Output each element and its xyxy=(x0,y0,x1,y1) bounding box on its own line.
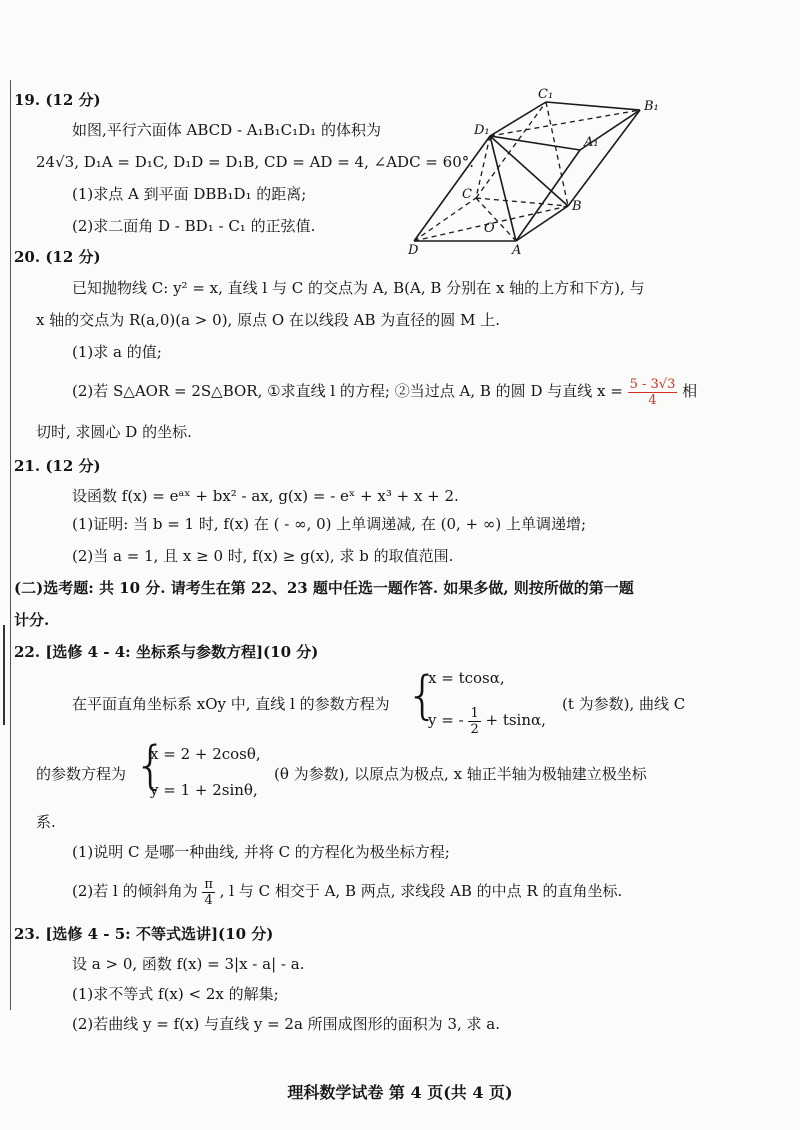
q22-statement-line1a: 在平面直角坐标系 xOy 中, 直线 l 的参数方程为 xyxy=(72,695,390,713)
q22-system1-brace: { xyxy=(406,666,440,726)
label-A1: A₁ xyxy=(584,135,599,150)
left-margin-rule xyxy=(10,80,11,1010)
q23-part1: (1)求不等式 f(x) < 2x 的解集; xyxy=(72,985,279,1003)
q19-part1: (1)求点 A 到平面 DBB₁D₁ 的距离; xyxy=(72,185,307,203)
label-D1: D₁ xyxy=(474,123,490,138)
q22-statement-line2a: 的参数方程为 xyxy=(36,765,127,783)
binding-mark xyxy=(3,625,5,725)
q22-statement-line3: 系. xyxy=(36,813,56,831)
q22-sys1-fraction-denominator: 2 xyxy=(470,721,479,737)
q19-statement-line1: 如图,平行六面体 ABCD - A₁B₁C₁D₁ 的体积为 xyxy=(72,121,381,139)
q21-part2: (2)当 a = 1, 且 x ≥ 0 时, f(x) ≥ g(x), 求 b 的取值范围. xyxy=(72,547,454,565)
edge-BB1 xyxy=(568,110,640,206)
q22-part2-rest: , l 与 C 相交于 A, B 两点, 求线段 AB 的中点 R 的直角坐标. xyxy=(219,882,623,900)
edge-AB xyxy=(516,206,568,241)
q22-statement-line1b: (t 为参数), 曲线 C xyxy=(562,695,686,713)
q22-sys1-tsin: + tsinα, xyxy=(485,711,546,729)
q21-heading: 21. (12 分) xyxy=(14,457,101,475)
edge-AA1 xyxy=(516,150,580,241)
edge-C1B1 xyxy=(546,102,640,110)
q22-part1: (1)说明 C 是哪一种曲线, 并将 C 的方程化为极坐标方程; xyxy=(72,843,450,861)
q19-statement-line2: 24√3, D₁A = D₁C, D₁D = D₁B, CD = AD = 4, ∠ADC = 60°. xyxy=(36,153,475,171)
q22-angle-numerator: π xyxy=(204,876,213,892)
q20-part2-line1 xyxy=(72,374,697,408)
diag-C1B-hidden xyxy=(546,102,568,206)
q22-angle-denominator: 4 xyxy=(204,892,213,908)
elective-instructions-line1: (二)选考题: 共 10 分. 请考生在第 22、23 题中任选一题作答. 如果多做, 则按所做的第一题 xyxy=(14,579,634,597)
q22-angle-fraction xyxy=(202,877,215,908)
q22-system2-top: x = 2 + 2cosθ, xyxy=(150,745,261,763)
label-C1: C₁ xyxy=(538,88,554,102)
q19-heading: 19. (12 分) xyxy=(14,91,101,109)
q20-part1: (1)求 a 的值; xyxy=(72,343,162,361)
label-O: O xyxy=(484,221,495,236)
q20-part2-line2: 切时, 求圆心 D 的坐标. xyxy=(36,423,192,441)
q21-part1: (1)证明: 当 b = 1 时, f(x) 在 ( - ∞, 0) 上单调递减, 在 (0, + ∞) 上单调递增; xyxy=(72,515,587,533)
q22-sys1-fraction xyxy=(468,706,480,737)
q22-system2-brace: { xyxy=(134,736,168,796)
elective-instructions-line2: 计分. xyxy=(14,611,50,629)
edge-CC1-hidden xyxy=(476,102,546,198)
q19-part2: (2)求二面角 D - BD₁ - C₁ 的正弦值. xyxy=(72,217,316,235)
q20-fraction-denominator: 4 xyxy=(648,392,657,408)
q20-statement-line2: x 轴的交点为 R(a,0)(a > 0), 原点 O 在以线段 AB 为直径的圆 M 上. xyxy=(36,311,500,329)
q22-system1-bottom xyxy=(428,704,546,737)
q21-statement: 设函数 f(x) = eᵃˣ + bx² - ax, g(x) = - eˣ + x³ + x + 2. xyxy=(72,487,459,505)
q22-statement-line2b: (θ 为参数), 以原点为极点, x 轴正半轴为极轴建立极坐标 xyxy=(274,765,647,783)
label-B: B xyxy=(572,199,582,214)
q22-part2 xyxy=(72,874,622,908)
q20-fraction-numerator: 5 - 3√3 xyxy=(629,376,676,392)
q22-part2-text: (2)若 l 的倾斜角为 xyxy=(72,882,198,900)
q20-heading: 20. (12 分) xyxy=(14,248,101,266)
q22-system1-top: x = tcosα, xyxy=(428,669,505,687)
q22-heading: 22. [选修 4 - 4: 坐标系与参数方程](10 分) xyxy=(14,643,319,661)
q20-statement-line1: 已知抛物线 C: y² = x, 直线 l 与 C 的交点为 A, B(A, B 分别在 x 轴的上方和下方), 与 xyxy=(72,279,645,297)
label-B1: B₁ xyxy=(644,99,659,114)
q23-statement: 设 a > 0, 函数 f(x) = 3|x - a| - a. xyxy=(72,955,305,973)
q22-system2-bottom: y = 1 + 2sinθ, xyxy=(150,781,258,799)
label-D: D xyxy=(408,243,419,258)
q20-tangent-line-fraction xyxy=(628,377,678,408)
parallelepiped-figure xyxy=(398,88,668,260)
q20-part2-suffix: 相 xyxy=(682,382,698,400)
q23-heading: 23. [选修 4 - 5: 不等式选讲](10 分) xyxy=(14,925,274,943)
label-A: A xyxy=(512,243,522,258)
q20-part2-text: (2)若 S△AOR = 2S△BOR, ①求直线 l 的方程; ②当过点 A, B 的圆 D 与直线 x = xyxy=(72,382,623,400)
page-footer: 理科数学试卷 第 4 页(共 4 页) xyxy=(287,1083,513,1102)
edge-DD1 xyxy=(414,136,490,241)
q22-sys1-y-eq: y = - xyxy=(428,711,464,729)
edge-CB-hidden xyxy=(476,198,568,206)
label-C: C xyxy=(462,187,472,202)
q23-part2: (2)若曲线 y = f(x) 与直线 y = 2a 所围成图形的面积为 3, 求 a. xyxy=(72,1015,501,1033)
q22-sys1-fraction-numerator: 1 xyxy=(470,705,479,721)
